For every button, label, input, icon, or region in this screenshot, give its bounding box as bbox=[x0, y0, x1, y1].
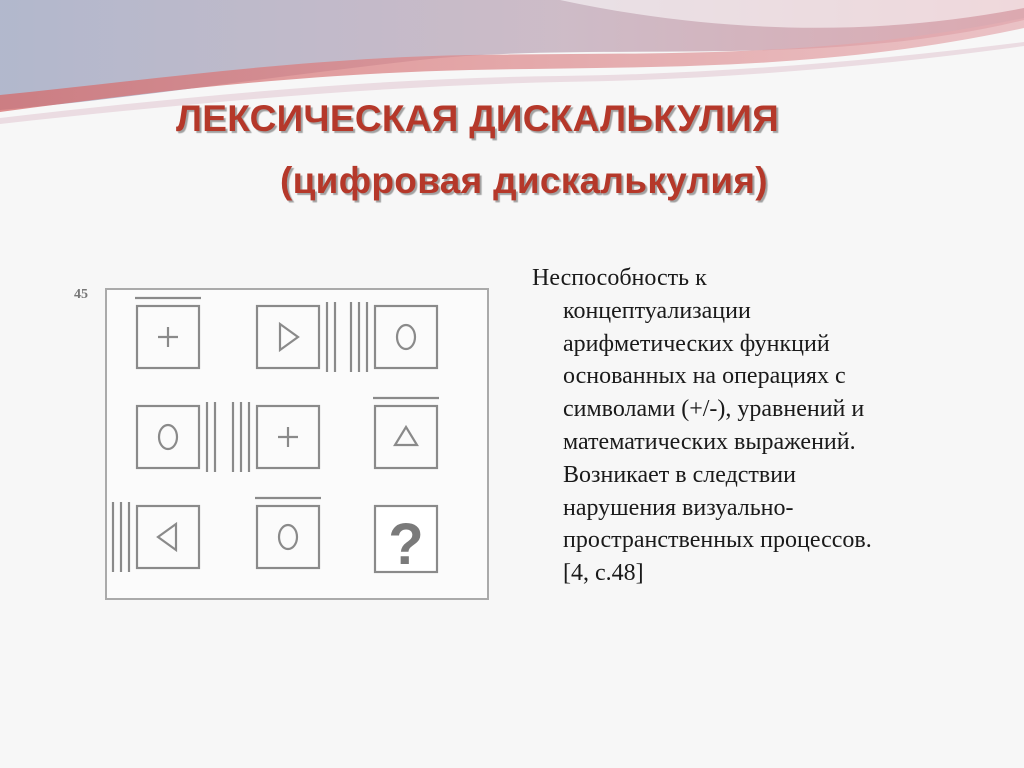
question-mark-icon: ? bbox=[388, 512, 424, 577]
visual-puzzle-figure bbox=[74, 282, 494, 602]
description-line: [4, с.48] bbox=[563, 560, 644, 587]
description-line: символами (+/-), уравнений и bbox=[563, 396, 865, 423]
slide-title-line-2: (цифровая дискалькулия) bbox=[280, 160, 768, 201]
puzzle-cell bbox=[375, 506, 437, 577]
description-line: Неспособность к bbox=[532, 265, 707, 291]
description-line: основанных на операциях с bbox=[563, 363, 846, 390]
description-line: арифметических функций bbox=[563, 330, 830, 357]
description-text bbox=[532, 262, 972, 590]
slide-title-line-1: ЛЕКСИЧЕСКАЯ ДИСКАЛЬКУЛИЯ bbox=[176, 98, 780, 139]
figure-number-label: 45 bbox=[74, 287, 88, 302]
description-line: концептуализации bbox=[563, 297, 751, 324]
description-line: нарушения визуально- bbox=[563, 494, 794, 521]
description-line: пространственных процессов. bbox=[563, 527, 872, 554]
description-line: Возникает в следствии bbox=[563, 461, 796, 488]
description-line: математических выражений. bbox=[563, 428, 856, 455]
